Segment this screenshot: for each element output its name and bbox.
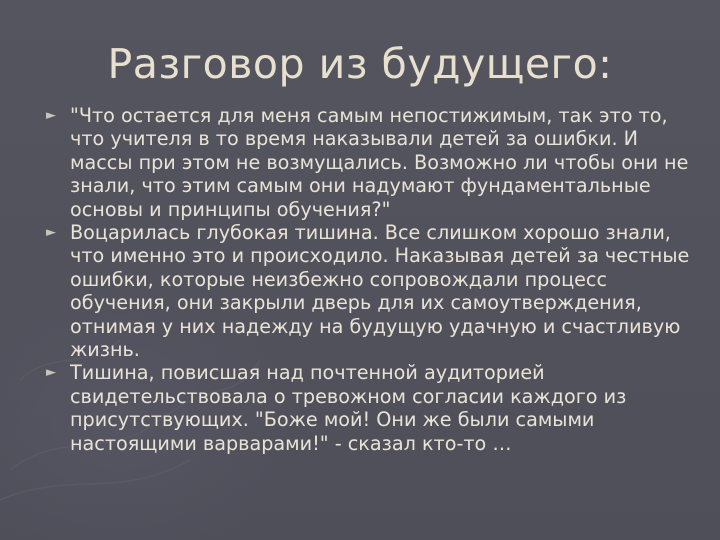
slide-title: Разговор из будущего: <box>107 40 613 88</box>
bullet-text: "Что остается для меня самым непостижимым, так это то, что учителя в то время наказывали детей за ошибки. И массы при этом не возмущались. Возможно ли чтобы они не знали, что этим самым они надумают фундаментальные основы и принципы обучения?" <box>70 104 689 221</box>
bullet-list <box>46 104 696 455</box>
bullet-item <box>46 221 696 361</box>
triangle-right-icon: ► <box>46 365 56 381</box>
bullet-item <box>46 104 696 221</box>
bullet-item <box>46 361 696 455</box>
bullet-text: Воцарилась глубокая тишина. Все слишком хорошо знали, что именно это и происходило. Наказывая детей за честные ошибки, которые неизбежно сопровождали процесс обучения, они закрыли дверь для их самоутверждения, отнимая у них надежду на будущую удачную и счастливую жизнь. <box>70 221 690 362</box>
triangle-right-icon: ► <box>46 108 56 123</box>
bullet-text: Тишина, повисшая над почтенной аудиторией свидетельствовала о тревожном согласии каждого из присутствующих. "Боже мой! Они же были самыми настоящими варварами!" - сказал кто-то … <box>70 361 627 455</box>
triangle-right-icon: ► <box>46 225 56 241</box>
